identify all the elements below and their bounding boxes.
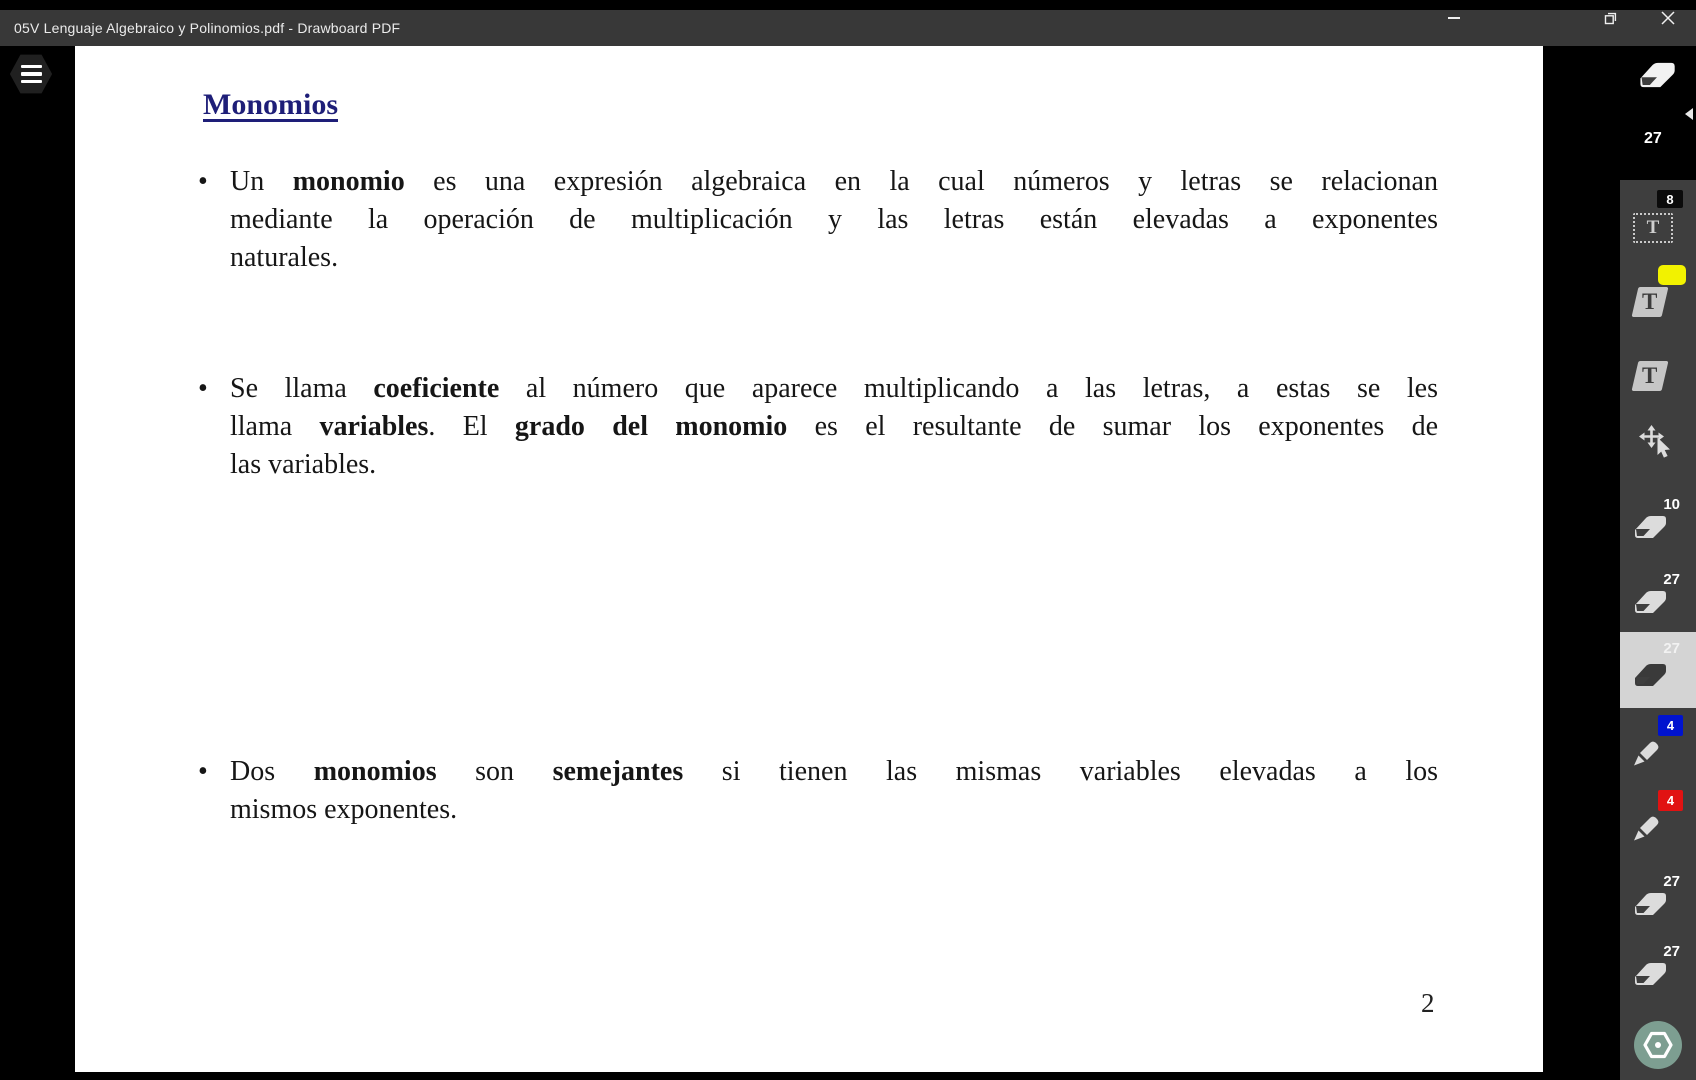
tool-badge: 8: [1657, 190, 1683, 208]
tool-count: 27: [1663, 640, 1680, 657]
bullet-text-line: • Dos monomios son semejantes si tienen las mismas variables elevadas a los: [230, 756, 1438, 787]
tool-eraser[interactable]: [1620, 571, 1696, 635]
document-heading: Monomios: [203, 88, 338, 121]
settings-button[interactable]: [1634, 1021, 1682, 1069]
tool-sidebar: [1620, 46, 1696, 1080]
menu-button[interactable]: [9, 53, 53, 95]
close-button[interactable]: [1645, 0, 1691, 36]
tool-panel: [1620, 180, 1696, 1080]
bullet-item: [198, 370, 1438, 484]
tool-count: 27: [1663, 943, 1680, 960]
restore-icon: [1604, 12, 1617, 25]
text-highlight-icon: T: [1632, 287, 1669, 317]
eraser-icon: [1631, 891, 1669, 917]
hexagon-logo-icon: [1634, 1021, 1682, 1069]
bullet-text-line: mismos exponentes.: [230, 794, 458, 825]
move-cursor-icon: [1638, 425, 1674, 459]
eraser-icon: [1631, 589, 1669, 615]
tool-pen[interactable]: [1620, 715, 1696, 789]
tool-eraser-selected[interactable]: [1620, 632, 1696, 708]
pen-icon: [1628, 737, 1666, 771]
tool-eraser[interactable]: [1620, 873, 1696, 937]
tool-text[interactable]: [1620, 361, 1696, 395]
window-title: 05V Lenguaje Algebraico y Polinomios.pdf - Drawboard PDF: [14, 20, 401, 36]
eraser-icon: [1636, 60, 1678, 90]
tool-eraser[interactable]: [1620, 943, 1696, 1007]
tool-badge: 4: [1658, 790, 1683, 811]
minimize-icon: [1448, 17, 1460, 19]
bullet-item: [198, 163, 1438, 277]
bullet-text-line: las variables.: [230, 449, 377, 480]
eraser-icon: [1631, 662, 1669, 688]
tool-badge: 4: [1658, 715, 1683, 736]
close-icon: [1661, 11, 1675, 25]
bullet-text-line: • Se llama coeficiente al número que aparece multiplicando a las letras, a estas se les: [230, 373, 1438, 404]
collapse-arrow-icon[interactable]: [1685, 108, 1693, 120]
bullet-item: [198, 753, 1438, 829]
hamburger-icon: [21, 65, 42, 84]
bullet-text-line: • Un monomio es una expresión algebraica en la cual números y letras se relacionan: [230, 166, 1438, 197]
bullet-list: [198, 163, 1438, 829]
eraser-icon: [1631, 961, 1669, 987]
minimize-button[interactable]: [1431, 0, 1477, 36]
tool-count: 10: [1663, 496, 1680, 513]
tool-count: 27: [1663, 873, 1680, 890]
tool-count: 27: [1663, 571, 1680, 588]
active-tool-count: 27: [1644, 130, 1662, 147]
tool-eraser[interactable]: [1620, 496, 1696, 560]
bullet-text-line: llama variables. El grado del monomio es el resultante de sumar los exponentes de: [230, 411, 1438, 442]
page-number: 2: [1421, 988, 1435, 1018]
tool-text-box[interactable]: [1620, 190, 1696, 250]
text-box-icon: T: [1633, 213, 1673, 243]
eraser-icon: [1631, 514, 1669, 540]
pdf-page-canvas[interactable]: [75, 46, 1543, 1072]
restore-button[interactable]: [1587, 0, 1633, 36]
tool-move-select[interactable]: [1620, 423, 1696, 461]
tool-pen[interactable]: [1620, 790, 1696, 864]
text-tool-icon: T: [1632, 361, 1669, 391]
bullet-text-line: naturales.: [230, 242, 339, 273]
pen-icon: [1628, 812, 1666, 846]
highlight-color-swatch: [1658, 265, 1686, 285]
tool-text-highlight[interactable]: [1620, 265, 1696, 325]
bullet-text-line: mediante la operación de multiplicación y las letras están elevadas a exponentes: [230, 204, 1438, 235]
